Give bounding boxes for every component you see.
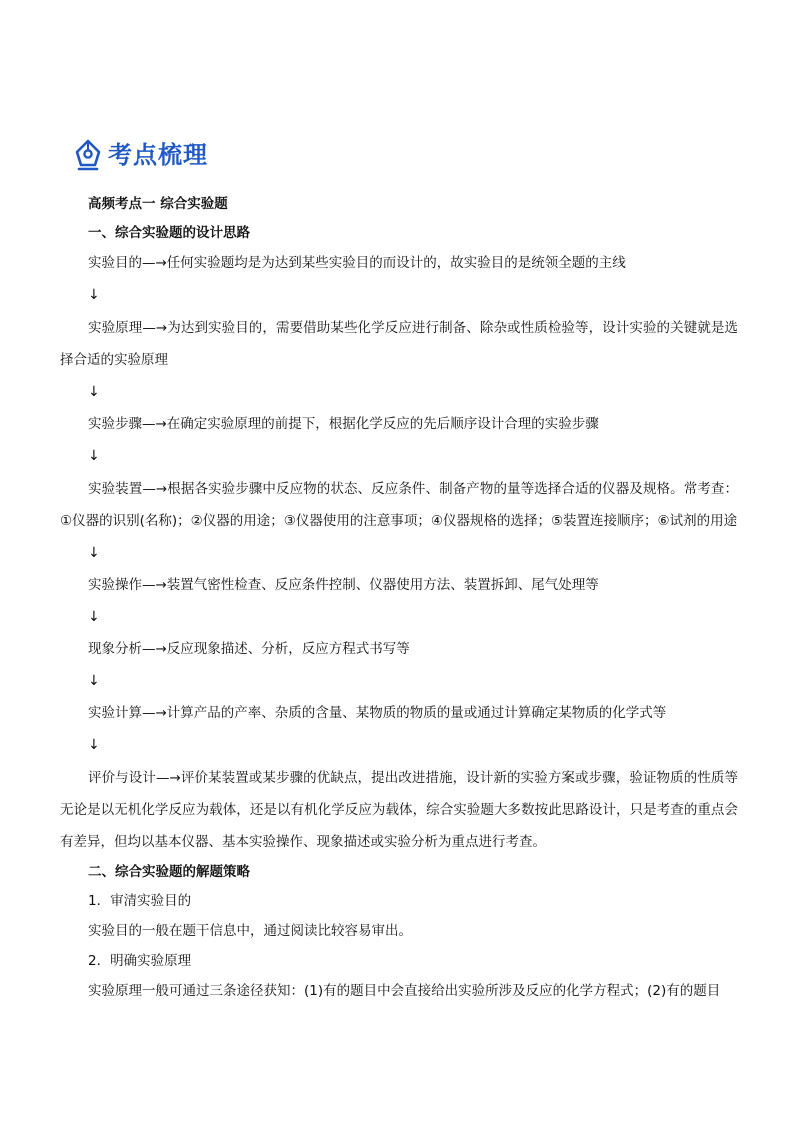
section-header [74,138,208,172]
strategy-item-text: 实验目的一般在题干信息中，通过阅读比较容易审出。 [88,923,412,939]
flow-arrow: ↓ [88,448,100,464]
section-heading-design: 一、综合实验题的设计思路 [88,225,250,241]
document-body [60,190,738,1007]
step-evaluation: 评价与设计—→评价某装置或某步骤的优缺点，提出改进措施，设计新的实验方案或步骤，验证物质的性质等无论是以无机化学反应为载体，还是以有机化学反应为载体，综合实验题大多数按此思路设计，只是考查的重点会有差异，但均以基本仪器、基本实验操作、现象描述或实验分析为重点进行考查。 [60,770,738,850]
strategy-item-title: 1．审清实验目的 [88,893,192,909]
topic-heading: 高频考点一 综合实验题 [88,196,228,212]
flow-arrow: ↓ [88,545,100,561]
step-phenomenon: 现象分析—→反应现象描述、分析，反应方程式书写等 [88,641,410,657]
strategy-item-title: 2．明确实验原理 [88,953,192,969]
page-title: 考点梳理 [108,141,208,169]
step-calculation: 实验计算—→计算产品的产率、杂质的含量、某物质的物质的量或通过计算确定某物质的化学式等 [88,705,667,721]
section-heading-strategy: 二、综合实验题的解题策略 [88,864,250,880]
flow-arrow: ↓ [88,673,100,689]
flow-arrow: ↓ [88,609,100,625]
strategy-item-text: 实验原理一般可通过三条途径获知：(1)有的题目中会直接给出实验所涉及反应的化学方程式；(2)有的题目 [88,983,721,999]
step-apparatus: 实验装置—→根据各实验步骤中反应物的状态、反应条件、制备产物的量等选择合适的仪器及规格。常考查：①仪器的识别(名称)；②仪器的用途；③仪器使用的注意事项；④仪器规格的选择；⑤装置连接顺序；⑥试剂的用途 [60,481,738,529]
flow-arrow: ↓ [88,287,100,303]
step-purpose: 实验目的—→任何实验题均是为达到某些实验目的而设计的，故实验目的是统领全题的主线 [88,255,626,271]
flow-arrow: ↓ [88,737,100,753]
pen-nib-icon [74,139,102,171]
flow-arrow: ↓ [88,384,100,400]
step-principle: 实验原理—→为达到实验目的，需要借助某些化学反应进行制备、除杂或性质检验等，设计实验的关键就是选择合适的实验原理 [60,320,738,368]
step-operation: 实验操作—→装置气密性检查、反应条件控制、仪器使用方法、装置拆卸、尾气处理等 [88,577,599,593]
step-procedure: 实验步骤—→在确定实验原理的前提下，根据化学反应的先后顺序设计合理的实验步骤 [88,416,599,432]
